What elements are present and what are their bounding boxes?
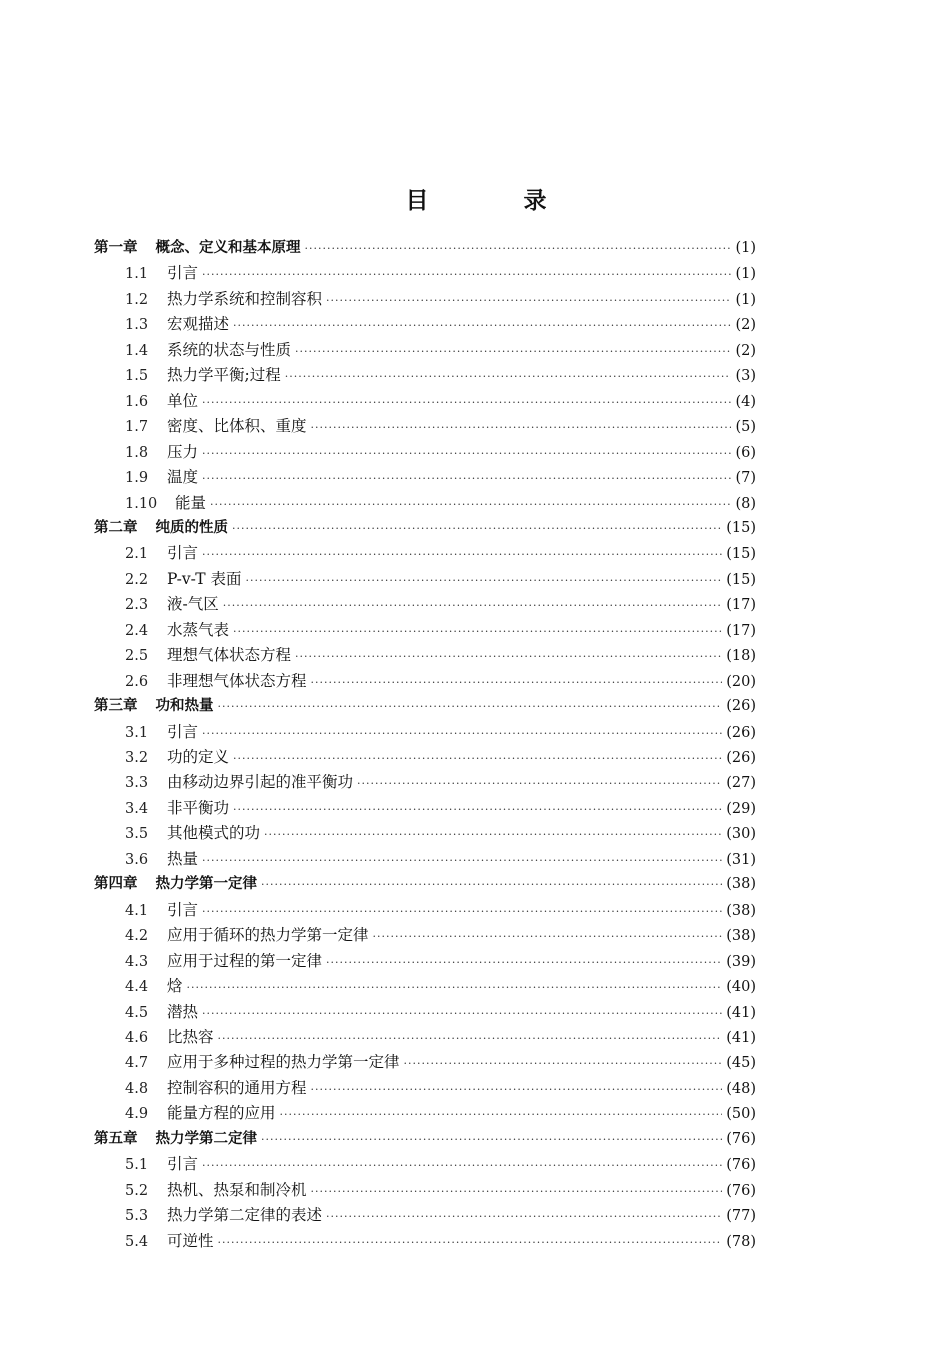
dot-leader xyxy=(233,746,722,771)
entry-title: 功的定义 xyxy=(167,748,230,766)
entry-title: 引言 xyxy=(167,264,199,283)
entry-title: 应用于循环的热力学第一定律 xyxy=(167,926,369,945)
page-number: (38) xyxy=(726,876,756,893)
section-number: 4.1 xyxy=(125,902,149,919)
dot-leader xyxy=(326,950,722,975)
toc-chapter-row xyxy=(94,872,756,897)
section-number: 2.6 xyxy=(125,673,149,690)
section-number: 1.9 xyxy=(125,470,149,487)
dot-leader xyxy=(187,975,723,1000)
toc-section-row xyxy=(125,465,756,490)
toc-section-row xyxy=(125,1178,756,1203)
page-number: (1) xyxy=(735,240,756,256)
section-number: 3.6 xyxy=(125,851,149,868)
section-number: 4.2 xyxy=(125,928,149,945)
entry-title: 引言 xyxy=(167,722,199,741)
section-number: 2.3 xyxy=(125,597,149,614)
chapter-label: 第一章 xyxy=(94,240,138,256)
toc-section-row xyxy=(125,287,756,312)
dot-leader xyxy=(326,1204,722,1229)
page-number: (1) xyxy=(735,291,756,308)
dot-leader xyxy=(218,1230,723,1255)
dot-leader xyxy=(311,1077,723,1102)
dot-leader xyxy=(246,568,723,593)
chapter-label: 第五章 xyxy=(94,1130,138,1147)
entry-title: 可逆性 xyxy=(167,1231,214,1250)
dot-leader xyxy=(285,364,732,389)
dot-leader xyxy=(218,1026,723,1051)
dot-leader xyxy=(233,313,731,338)
section-number: 4.7 xyxy=(125,1055,149,1072)
section-number: 3.5 xyxy=(125,826,149,843)
entry-title: 热力学第二定律的表述 xyxy=(167,1206,323,1225)
entry-title: 热机、热泵和制冷机 xyxy=(167,1180,307,1199)
section-number: 4.6 xyxy=(125,1029,149,1046)
page-number: (41) xyxy=(726,1029,756,1046)
section-number: 4.5 xyxy=(125,1004,149,1021)
toc-section-row xyxy=(125,1000,756,1025)
entry-title: 由移动边界引起的准平衡功 xyxy=(167,773,354,792)
page-number: (38) xyxy=(726,902,756,919)
dot-leader xyxy=(305,236,732,261)
dot-leader xyxy=(202,441,731,466)
toc-section-row xyxy=(125,974,756,999)
entry-title: 应用于多种过程的热力学第一定律 xyxy=(167,1053,400,1072)
entry-title: P-v-T 表面 xyxy=(167,569,242,588)
dot-leader xyxy=(326,288,731,313)
section-number: 5.1 xyxy=(125,1157,149,1174)
entry-title: 其他模式的功 xyxy=(167,824,261,843)
page-number: (26) xyxy=(726,724,756,741)
toc-section-row xyxy=(125,592,756,617)
dot-leader xyxy=(202,899,722,924)
toc-section-row xyxy=(125,312,756,337)
section-number: 1.1 xyxy=(125,266,149,283)
dot-leader xyxy=(202,1153,722,1178)
page-number: (76) xyxy=(726,1130,756,1147)
toc-section-row xyxy=(125,1076,756,1101)
entry-title: 压力 xyxy=(167,442,199,461)
toc-chapter-row xyxy=(94,236,756,261)
entry-title: 引言 xyxy=(167,900,199,919)
toc-section-row xyxy=(125,541,756,566)
dot-leader xyxy=(311,670,723,695)
section-number: 2.1 xyxy=(125,546,149,563)
dot-leader xyxy=(202,262,731,287)
entry-title: 单位 xyxy=(167,391,199,410)
toc-section-row xyxy=(125,720,756,745)
section-number: 3.1 xyxy=(125,724,149,741)
entry-title: 比热容 xyxy=(167,1027,214,1046)
dot-leader xyxy=(233,797,722,822)
toc-section-row xyxy=(125,796,756,821)
entry-title: 理想气体状态方程 xyxy=(167,646,292,665)
toc-section-row xyxy=(125,414,756,439)
page-number: (76) xyxy=(726,1182,756,1199)
entry-title: 热量 xyxy=(167,849,199,868)
entry-title: 功和热量 xyxy=(155,698,214,715)
section-number: 1.4 xyxy=(125,342,149,359)
page-number: (77) xyxy=(726,1208,756,1225)
page-number: (17) xyxy=(726,597,756,614)
entry-title: 系统的状态与性质 xyxy=(167,340,292,359)
dot-leader xyxy=(202,1001,722,1026)
toc-section-row xyxy=(125,1101,756,1126)
page-number: (2) xyxy=(735,317,756,334)
entry-title: 宏观描述 xyxy=(167,315,230,334)
toc-section-row xyxy=(125,389,756,414)
section-number: 1.6 xyxy=(125,393,149,410)
entry-title: 液-气区 xyxy=(167,595,219,614)
dot-leader xyxy=(233,619,722,644)
entry-title: 引言 xyxy=(167,544,199,563)
section-number: 1.5 xyxy=(125,368,149,385)
page-number: (26) xyxy=(726,698,756,715)
page-number: (15) xyxy=(726,571,756,588)
page-number: (78) xyxy=(726,1233,756,1250)
toc-section-row xyxy=(125,770,756,795)
page-number: (3) xyxy=(735,368,756,385)
dot-leader xyxy=(373,924,723,949)
entry-title: 热力学系统和控制容积 xyxy=(167,289,323,308)
dot-leader xyxy=(202,390,731,415)
section-number: 5.3 xyxy=(125,1208,149,1225)
toc-section-row xyxy=(125,491,756,516)
entry-title: 纯质的性质 xyxy=(155,519,228,536)
page-number: (50) xyxy=(726,1106,756,1123)
entry-title: 热力学第二定律 xyxy=(155,1130,257,1147)
entry-title: 控制容积的通用方程 xyxy=(167,1078,307,1097)
chapter-label: 第二章 xyxy=(94,519,138,536)
toc-section-row xyxy=(125,1025,756,1050)
page-number: (15) xyxy=(726,519,756,536)
page-number: (26) xyxy=(726,750,756,766)
dot-leader xyxy=(261,872,722,897)
section-number: 5.2 xyxy=(125,1182,149,1199)
toc-section-row xyxy=(125,847,756,872)
page-number: (45) xyxy=(726,1055,756,1072)
toc-section-row xyxy=(125,745,756,770)
page-number: (38) xyxy=(726,928,756,945)
page-number: (27) xyxy=(726,775,756,792)
section-number: 2.2 xyxy=(125,571,149,588)
entry-title: 非理想气体状态方程 xyxy=(167,671,307,690)
entry-title: 能量方程的应用 xyxy=(167,1104,276,1123)
dot-leader xyxy=(202,466,731,491)
entry-title: 密度、比体积、重度 xyxy=(167,417,307,436)
dot-leader xyxy=(264,822,722,847)
toc-section-row xyxy=(125,618,756,643)
toc-section-row xyxy=(125,898,756,923)
section-number: 1.7 xyxy=(125,419,149,436)
entry-title: 热力学平衡;过程 xyxy=(167,366,281,385)
toc-chapter-row xyxy=(94,694,756,719)
toc-section-row xyxy=(125,363,756,388)
toc-section-row xyxy=(125,1203,756,1228)
section-number: 1.8 xyxy=(125,444,149,461)
page-number: (40) xyxy=(726,979,756,996)
page-number: (31) xyxy=(726,851,756,868)
section-number: 4.3 xyxy=(125,953,149,970)
dot-leader xyxy=(295,339,731,364)
dot-leader xyxy=(202,721,722,746)
toc-section-row xyxy=(125,1050,756,1075)
toc-section-row xyxy=(125,669,756,694)
entry-title: 概念、定义和基本原理 xyxy=(155,240,301,256)
dot-leader xyxy=(357,771,722,796)
toc-section-row xyxy=(125,949,756,974)
dot-leader xyxy=(311,1179,723,1204)
page-number: (41) xyxy=(726,1004,756,1021)
dot-leader xyxy=(295,644,722,669)
page-number: (30) xyxy=(726,826,756,843)
entry-title: 引言 xyxy=(167,1155,199,1174)
section-number: 3.4 xyxy=(125,800,149,817)
section-number: 2.4 xyxy=(125,622,149,639)
page-number: (18) xyxy=(726,648,756,665)
page-number: (2) xyxy=(735,342,756,359)
entry-title: 潜热 xyxy=(167,1002,199,1021)
dot-leader xyxy=(232,516,722,541)
entry-title: 应用于过程的第一定律 xyxy=(167,951,323,970)
section-number: 4.4 xyxy=(125,979,149,996)
entry-title: 非平衡功 xyxy=(167,798,230,817)
toc-chapter-row xyxy=(94,1127,756,1152)
page-number: (20) xyxy=(726,673,756,690)
page-number: (48) xyxy=(726,1080,756,1097)
page-number: (76) xyxy=(726,1157,756,1174)
dot-leader xyxy=(280,1102,723,1127)
dot-leader xyxy=(218,694,723,719)
page-number: (39) xyxy=(726,953,756,970)
dot-leader xyxy=(223,593,722,618)
entry-title: 能量 xyxy=(175,493,207,512)
page-number: (4) xyxy=(735,393,756,410)
section-number: 1.3 xyxy=(125,317,149,334)
dot-leader xyxy=(202,542,722,567)
toc-section-row xyxy=(125,338,756,363)
page-number: (29) xyxy=(726,800,756,817)
page-number: (15) xyxy=(726,546,756,563)
dot-leader xyxy=(202,848,722,873)
dot-leader xyxy=(261,1127,722,1152)
section-number: 1.10 xyxy=(125,495,158,512)
section-number: 5.4 xyxy=(125,1233,149,1250)
entry-title: 焓 xyxy=(167,977,183,996)
section-number: 4.8 xyxy=(125,1080,149,1097)
entry-title: 温度 xyxy=(167,468,199,487)
chapter-label: 第四章 xyxy=(94,876,138,893)
toc-section-row xyxy=(125,567,756,592)
toc-section-row xyxy=(125,261,756,286)
section-number: 1.2 xyxy=(125,291,149,308)
entry-title: 水蒸气表 xyxy=(167,620,230,639)
page-number: (17) xyxy=(726,622,756,639)
dot-leader xyxy=(404,1051,723,1076)
page-number: (1) xyxy=(735,266,756,283)
page-number: (6) xyxy=(735,444,756,461)
section-number: 3.2 xyxy=(125,750,149,766)
section-number: 2.5 xyxy=(125,648,149,665)
toc-section-row xyxy=(125,923,756,948)
section-number: 3.3 xyxy=(125,775,149,792)
toc-section-row xyxy=(125,1229,756,1254)
toc-section-row xyxy=(125,821,756,846)
page-number: (8) xyxy=(735,495,756,512)
page-number: (7) xyxy=(735,470,756,487)
toc-section-row xyxy=(125,643,756,668)
entry-title: 热力学第一定律 xyxy=(155,876,257,893)
toc-section-row xyxy=(125,1152,756,1177)
chapter-label: 第三章 xyxy=(94,698,138,715)
section-number: 4.9 xyxy=(125,1106,149,1123)
dot-leader xyxy=(210,492,731,517)
dot-leader xyxy=(311,415,732,440)
toc-chapter-row xyxy=(94,516,756,541)
page-number: (5) xyxy=(735,419,756,436)
toc-section-row xyxy=(125,440,756,465)
page-title: 目 录 xyxy=(405,188,583,214)
